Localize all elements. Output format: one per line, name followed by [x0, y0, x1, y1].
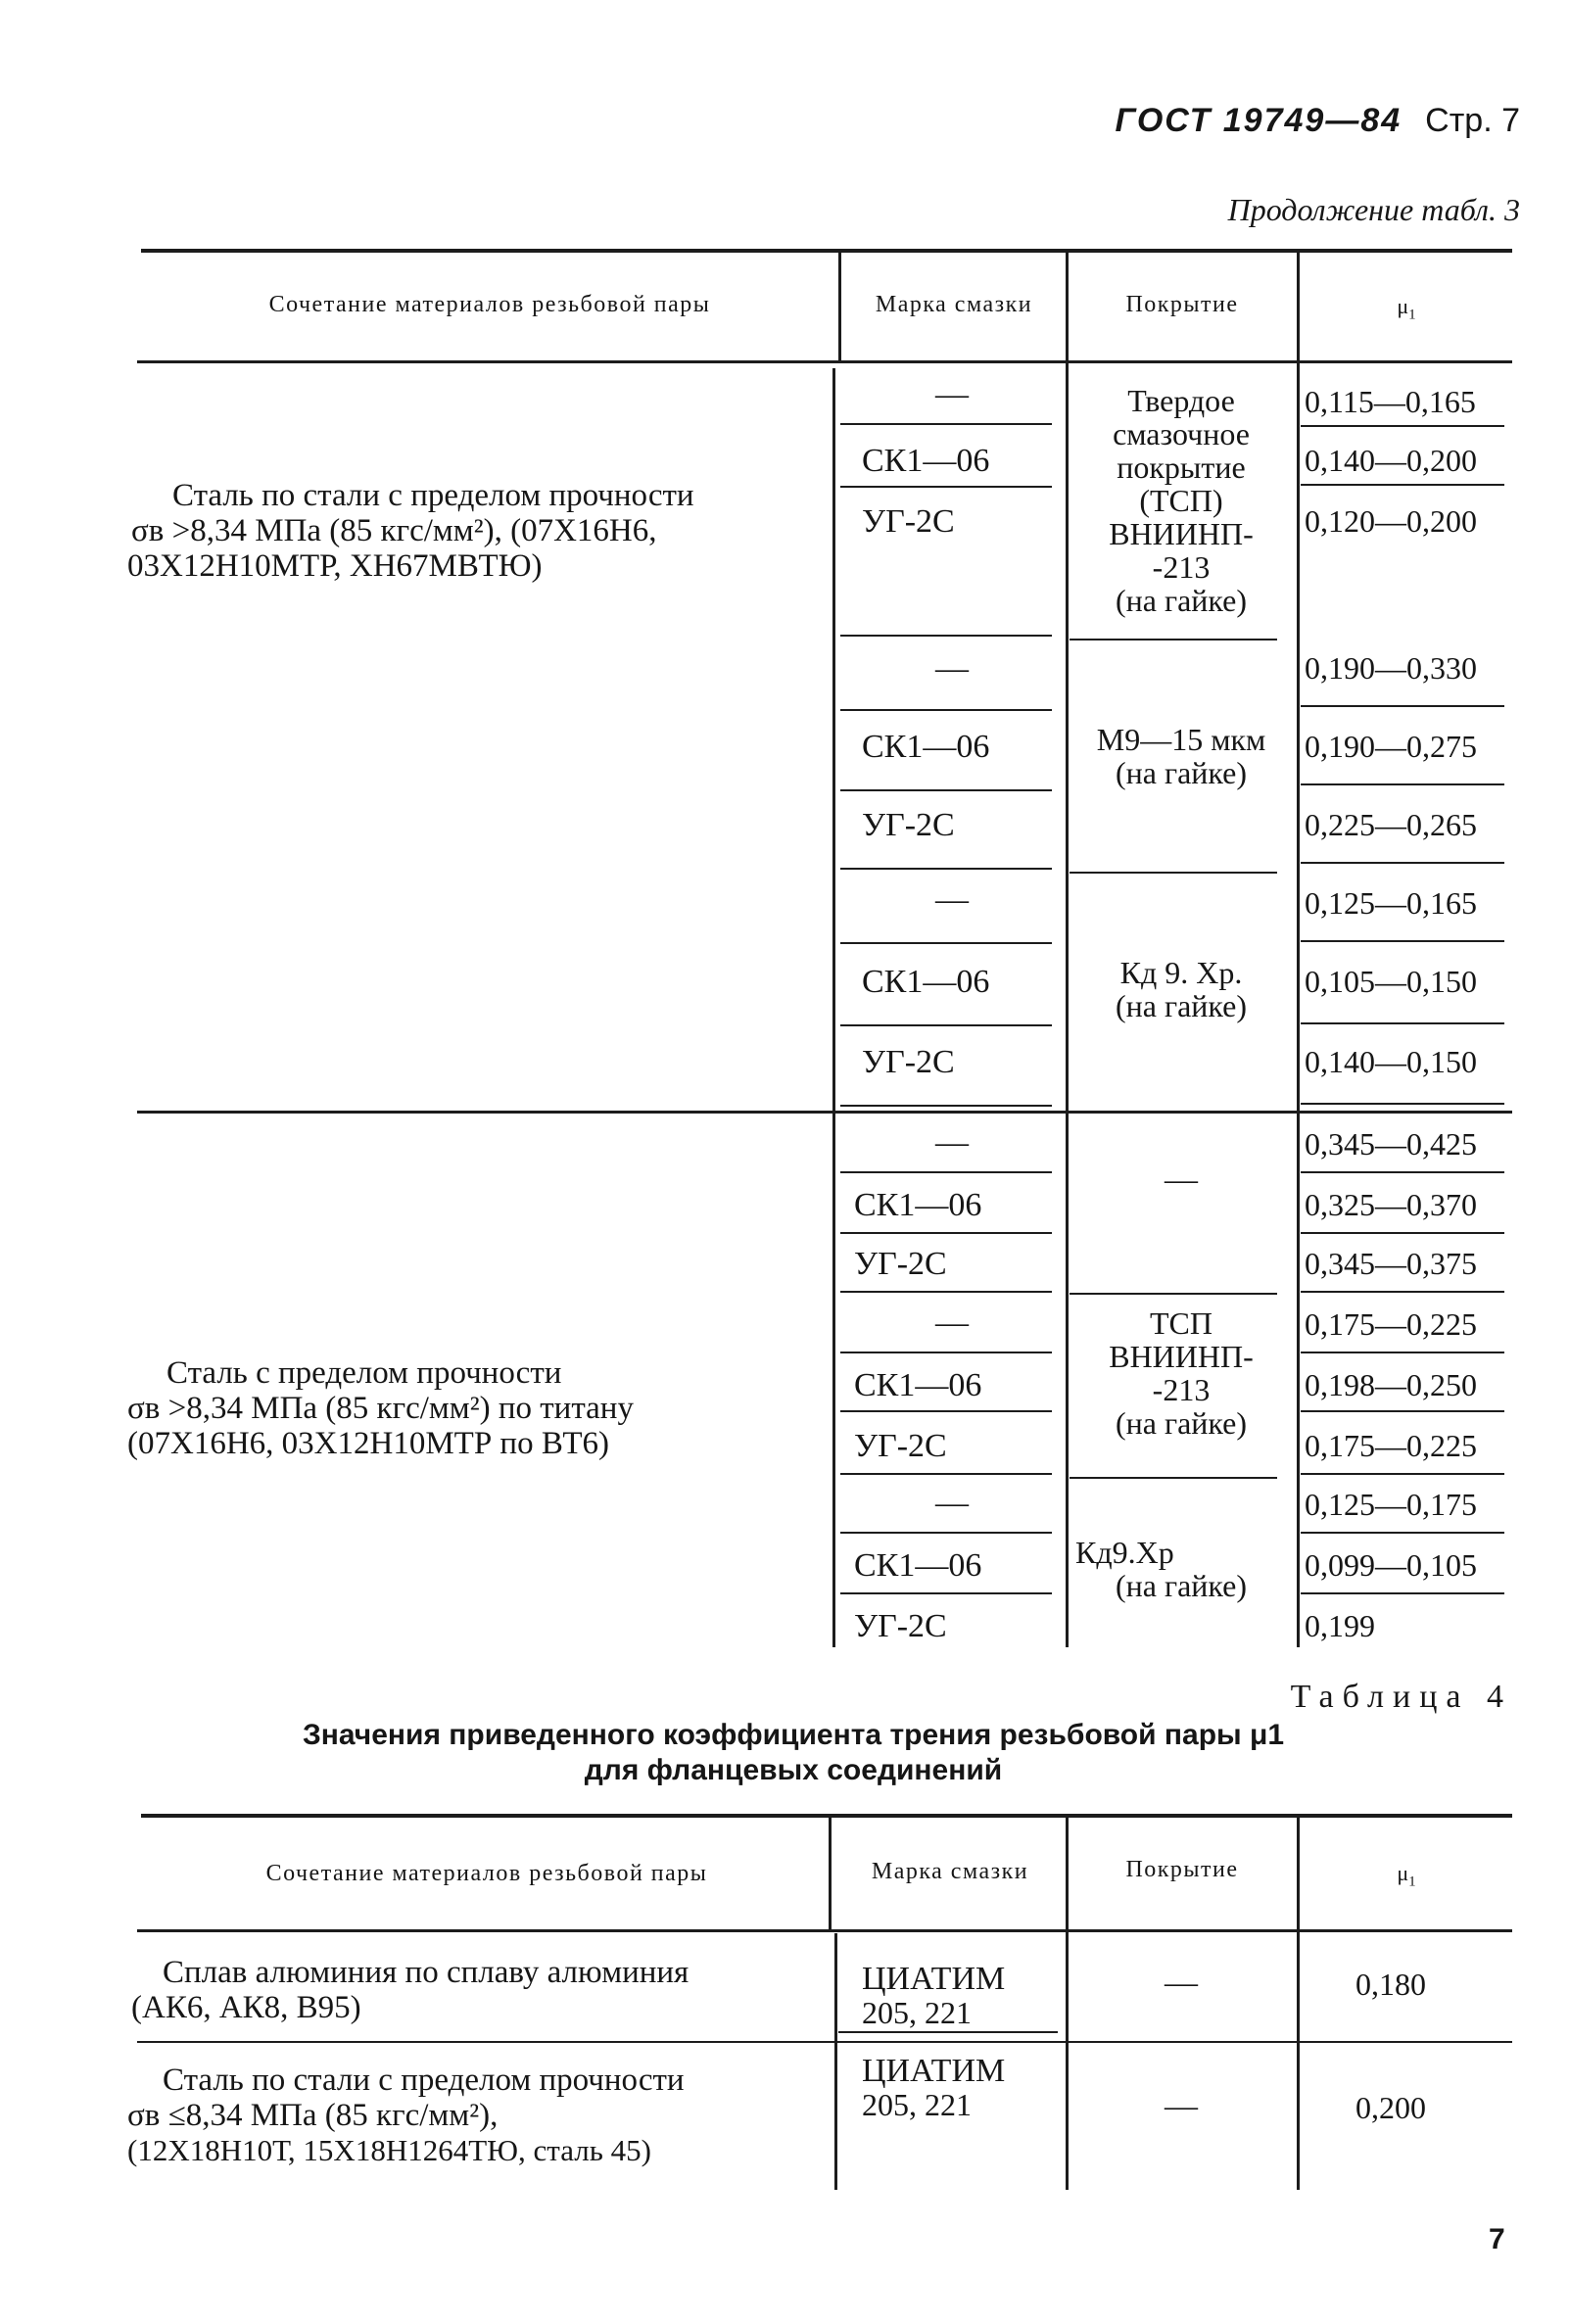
- row-rule: [1301, 1410, 1504, 1412]
- coating-line: (на гайке): [1115, 1568, 1248, 1603]
- table4-vline-2: [1066, 1818, 1069, 2190]
- coating-line: (на гайке): [1115, 583, 1248, 618]
- coating-line: ТСП: [1150, 1305, 1212, 1341]
- coating-line: -213: [1152, 1372, 1211, 1407]
- table3-mu: 0,115—0,165: [1305, 384, 1476, 419]
- table4-header-mu: $\mu_1$: [1397, 1861, 1416, 1890]
- table4-coating: —: [1165, 1965, 1198, 2001]
- coating-line: ВНИИНП-: [1109, 516, 1254, 551]
- table3-mark: СК1—06: [862, 964, 990, 1000]
- table3-mark: УГ-2С: [854, 1608, 947, 1644]
- table4-title: [157, 1718, 1430, 1788]
- row-rule: [840, 868, 1052, 870]
- page-label: Стр. 7: [1425, 102, 1520, 139]
- row-rule: [1301, 1232, 1504, 1234]
- row-rule: [1301, 862, 1504, 864]
- material-line: Сплав алюминия по сплаву алюминия: [163, 1955, 689, 1990]
- row-rule: [840, 1410, 1052, 1412]
- table4-material: [131, 1955, 689, 2025]
- row-rule: [840, 1592, 1052, 1594]
- table3-mu: 0,199: [1305, 1608, 1375, 1643]
- page-number: 7: [1489, 2223, 1505, 2255]
- material-line: σв >8,34 МПа (85 кгс/мм²) по титану: [127, 1391, 634, 1426]
- mark-line: 205, 221: [862, 1995, 972, 2030]
- row-rule: [1301, 484, 1504, 486]
- table3-mu: 0,125—0,175: [1305, 1487, 1477, 1522]
- table4-header-material: Сочетание материалов резьбовой пары: [265, 1861, 708, 1886]
- row-rule: [1301, 1473, 1504, 1475]
- table3-header-material: Сочетание материалов резьбовой пары: [268, 292, 711, 317]
- table3-coating-tsp2: [1070, 1306, 1293, 1440]
- table3-mu: 0,105—0,150: [1305, 964, 1477, 999]
- table4-vline-1: [829, 1818, 832, 1929]
- table3-mark: СК1—06: [854, 1187, 982, 1223]
- row-rule: [1301, 1171, 1504, 1173]
- table3-coating-none: —: [1165, 1162, 1198, 1198]
- table3-coating-m9: [1070, 723, 1293, 789]
- coating-line: М9—15 мкм: [1096, 722, 1266, 757]
- coating-rule: [1070, 639, 1277, 640]
- table3-mark: СК1—06: [862, 443, 990, 479]
- row-rule: [1301, 1352, 1504, 1353]
- material-line: (АК6, АК8, В95): [131, 1990, 361, 2025]
- table3-material-group1: [127, 478, 694, 584]
- material-line: σв ≤8,34 МПа (85 кгс/мм²),: [127, 2098, 499, 2133]
- table4-row-rule: [137, 2041, 1512, 2043]
- table3-mu: 0,345—0,425: [1305, 1126, 1477, 1162]
- table4-top-rule: [141, 1814, 1512, 1818]
- coating-line: -213: [1152, 549, 1211, 585]
- coating-line: Кд 9. Хр.: [1119, 955, 1243, 990]
- table3-coating-tsp: [1070, 384, 1293, 617]
- coating-rule: [1070, 872, 1277, 874]
- row-rule: [1301, 425, 1504, 427]
- coating-line: (на гайке): [1115, 755, 1248, 790]
- table3-mark: УГ-2С: [854, 1428, 947, 1464]
- table3-header-lubricant: Марка смазки: [875, 292, 1033, 317]
- material-line: Сталь по стали с пределом прочности: [172, 478, 694, 513]
- standard-number: ГОСТ 19749—84: [1115, 102, 1403, 139]
- table3-mark: —: [935, 1124, 969, 1161]
- row-rule: [840, 486, 1052, 488]
- row-rule: [1301, 1022, 1504, 1024]
- row-rule: [840, 1232, 1052, 1234]
- table3-mu: 0,140—0,200: [1305, 443, 1477, 478]
- coating-line: Твердое: [1127, 383, 1235, 418]
- row-rule: [1301, 1532, 1504, 1534]
- table4-vline-1-body: [834, 1933, 837, 2190]
- coating-rule: [1070, 1477, 1277, 1479]
- row-rule: [840, 1352, 1052, 1353]
- row-rule: [1301, 940, 1504, 942]
- table3-mark: —: [935, 376, 969, 412]
- table4-mu: 0,200: [1355, 2090, 1426, 2125]
- row-rule: [840, 1171, 1052, 1173]
- table3-mark: СК1—06: [854, 1367, 982, 1403]
- row-rule: [840, 709, 1052, 711]
- table3-material-group2: [127, 1355, 634, 1461]
- table4-header-coating: Покрытие: [1125, 1857, 1239, 1882]
- row-rule: [840, 423, 1052, 425]
- coating-line: (на гайке): [1115, 988, 1248, 1023]
- material-line: σв >8,34 МПа (85 кгс/мм²), (07Х16Н6,: [131, 513, 657, 548]
- row-rule: [840, 1473, 1052, 1475]
- page-header: [1077, 102, 1520, 140]
- table4-mark: [862, 1963, 1005, 2029]
- row-rule: [1301, 1103, 1504, 1105]
- coating-line: ВНИИНП-: [1109, 1339, 1254, 1374]
- row-rule: [840, 635, 1052, 637]
- table3-vline-2: [1066, 253, 1069, 1647]
- material-line: 03Х12Н10МТР, ХН67МВТЮ): [127, 548, 543, 584]
- table4-material: [127, 2063, 685, 2168]
- mark-line: 205, 221: [862, 2087, 972, 2122]
- table4-title-line: для фланцевых соединений: [584, 1754, 1003, 1786]
- table4-label: Таблица 4: [1290, 1679, 1512, 1715]
- row-rule: [840, 1291, 1052, 1293]
- table3-coating-kd: [1070, 956, 1293, 1022]
- material-line: (12Х18Н10Т, 15Х18Н1264ТЮ, сталь 45): [127, 2133, 651, 2167]
- table3-header-mu: $\mu_1$: [1397, 294, 1416, 323]
- row-rule: [1301, 1291, 1504, 1293]
- coating-rule: [1070, 1293, 1277, 1295]
- row-rule: [840, 1532, 1052, 1534]
- table3-mark: УГ-2С: [862, 807, 955, 843]
- table4-coating: —: [1165, 2088, 1198, 2124]
- table4-vline-3: [1297, 1818, 1300, 2190]
- row-rule: [1301, 705, 1504, 707]
- table3-mu: 0,175—0,225: [1305, 1306, 1477, 1342]
- table3-mark: СК1—06: [854, 1547, 982, 1584]
- material-line: (07Х16Н6, 03Х12Н10МТР по ВТ6): [127, 1426, 610, 1461]
- table3-mark: СК1—06: [862, 729, 990, 765]
- table3-mark: УГ-2С: [854, 1246, 947, 1282]
- table4-header-rule: [137, 1929, 1512, 1932]
- table4-mu: 0,180: [1355, 1967, 1426, 2002]
- table3-mu: 0,140—0,150: [1305, 1044, 1477, 1079]
- table4-title-line: Значения приведенного коэффициента трения резьбовой пары μ1: [302, 1719, 1285, 1751]
- table3-mark: —: [935, 1485, 969, 1521]
- table3-mu: 0,190—0,275: [1305, 729, 1477, 764]
- table3-header-rule: [137, 360, 1512, 363]
- coating-line: покрытие: [1117, 450, 1246, 485]
- table4-mark: [862, 2055, 1005, 2121]
- table3-header-coating: Покрытие: [1125, 292, 1239, 317]
- table3-mark: —: [935, 881, 969, 918]
- material-line: Сталь по стали с пределом прочности: [163, 2063, 685, 2098]
- table3-vline-3: [1297, 253, 1300, 1647]
- coating-line: Кд9.Хр: [1075, 1535, 1174, 1570]
- table3-mu: 0,190—0,330: [1305, 650, 1477, 686]
- table3-mark: —: [935, 1304, 969, 1341]
- table3-mark: —: [935, 650, 969, 687]
- table3-vline-1-body: [832, 368, 835, 1647]
- table3-mu: 0,345—0,375: [1305, 1246, 1477, 1281]
- table3-top-rule: [141, 249, 1512, 253]
- mark-rule: [838, 2031, 1058, 2033]
- coating-line: смазочное: [1113, 416, 1250, 451]
- row-rule: [840, 1024, 1052, 1026]
- row-rule: [840, 1105, 1052, 1107]
- table3-mark: УГ-2С: [862, 1044, 955, 1080]
- row-rule: [840, 789, 1052, 791]
- table3-mu: 0,120—0,200: [1305, 503, 1477, 539]
- table3-coating-kd2: [1070, 1536, 1293, 1602]
- table3-mu: 0,175—0,225: [1305, 1428, 1477, 1463]
- table3-mu: 0,198—0,250: [1305, 1367, 1477, 1402]
- row-rule: [1301, 783, 1504, 785]
- coating-line: (ТСП): [1139, 483, 1223, 518]
- table3-mu: 0,225—0,265: [1305, 807, 1477, 842]
- table3-vline-1: [838, 253, 841, 360]
- row-rule: [840, 942, 1052, 944]
- table3-group-divider: [137, 1111, 1512, 1114]
- coating-line: (на гайке): [1115, 1405, 1248, 1441]
- row-rule: [1301, 1592, 1504, 1594]
- mark-line: ЦИАТИМ: [862, 2053, 1006, 2089]
- table-continuation-label: Продолжение табл. 3: [1227, 192, 1520, 227]
- mark-line: ЦИАТИМ: [862, 1961, 1006, 1997]
- table4-header-lubricant: Марка смазки: [871, 1859, 1029, 1884]
- table3-mu: 0,325—0,370: [1305, 1187, 1477, 1222]
- table3-mark: УГ-2С: [862, 503, 955, 540]
- table3-mu: 0,125—0,165: [1305, 885, 1477, 921]
- table3-mu: 0,099—0,105: [1305, 1547, 1477, 1583]
- material-line: Сталь с пределом прочности: [166, 1355, 562, 1391]
